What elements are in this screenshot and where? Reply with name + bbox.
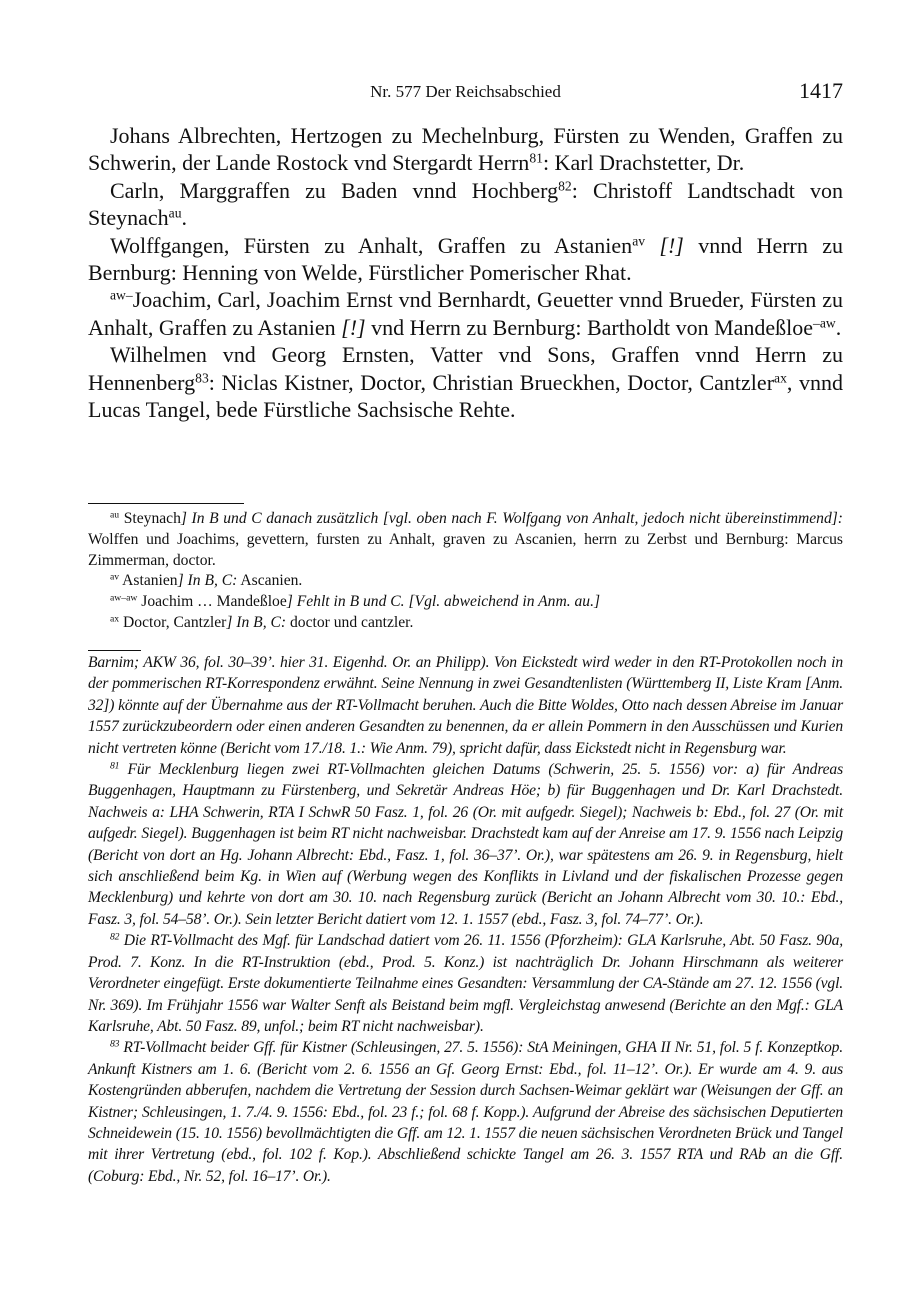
text-segment: vnnd Herrn zu Bernburg: Henning von Welde, Fürstlicher Pomerischer Rhat. [88, 232, 843, 286]
text-segment: [!] [341, 314, 366, 340]
note-marker: aw– [110, 287, 133, 303]
apparatus-entry [88, 509, 843, 571]
text-segment: ] In B, C: [177, 572, 238, 590]
apparatus-entry [88, 613, 843, 634]
page-header [88, 78, 843, 108]
footnote [88, 652, 843, 759]
text-segment: Wolffen und Joachims, gevettern, fursten zu Anhalt, graven zu Ascanien, herrn zu Zerbst und Bernburg: Marcus Zimmerman, doctor. [88, 530, 843, 569]
note-marker: 81 [110, 760, 120, 772]
text-segment: RT-Vollmacht beider Gff. für Kistner (Schleusingen, 27. 5. 1556): StA Meiningen, GHA II Nr. 51, fol. 5 f. Konzeptkop. Ankunft Kistners am 1. 6. (Bericht vom 2. 6. 1556 an Gf. Georg Ernst: Ebd., fol. 11–12’. Or.). Er wurde am 4. 9. aus Kostengründen abberufen, nachdem die Vertretung der Session durch Sachsen-Weimar geklärt war (Weisungen der Gff. an Kistner; Schleusingen, 1. 7./4. 9. 1556: Ebd., fol. 23 f.; fol. 68 f. Kopp.). Aufgrund der Abreise des sächsischen Deputierten Schneidewein (15. 10. 1556) bevollmächtigten die Gff. am 12. 1. 1557 die neuen sächsischen Verordneten Brück und Tangel mit ihrer Vertretung (ebd., fol. 102 f. Kop.). Abschließend schickte Tangel am 26. 3. 1557 RTA und RAb an die Gff. (Coburg: Ebd., Nr. 52, fol. 16–17’. Or.). [88, 1039, 843, 1185]
note-marker: au [110, 509, 120, 521]
text-segment: [!] [645, 232, 684, 258]
text-segment: Doctor, Cantzler [119, 613, 227, 631]
note-marker: 81 [529, 150, 543, 166]
footnote [88, 930, 843, 1037]
note-marker: –aw [813, 315, 836, 331]
text-segment: ] In B, C: [226, 613, 287, 631]
running-title: Nr. 577 Der Reichsabschied [370, 82, 561, 101]
footnotes [88, 652, 843, 1187]
note-marker: av [632, 233, 646, 249]
page-number: 1417 [799, 78, 843, 103]
text-segment: ] In B und C danach zusätzlich [vgl. oben nach F. Wolfgang von Anhalt, jedoch nicht übereinstimmend]: [180, 510, 843, 527]
note-marker: au [168, 205, 182, 221]
text-segment: : Niclas Kistner, Doctor, Christian Brueckhen, Doctor, Cantzler [208, 369, 775, 395]
apparatus-entry [88, 571, 843, 592]
note-marker: ax [110, 613, 120, 625]
text-segment: . [835, 314, 842, 340]
text-segment: Für Mecklenburg liegen zwei RT-Vollmachten gleichen Datums (Schwerin, 25. 5. 1556) vor: a) für Andreas Buggenhagen, Hauptmann zu Fürstenberg, und Sekretär Andreas Höe; b) für Buggenhagen und Dr. Karl Drachstedt. Nachweis a: LHA Schwerin, RTA I SchwR 50 Fasz. 1, fol. 26 (Or. mit aufgedr. Siegel); Nachweis b: Ebd., fol. 27 (Or. mit aufgedr. Siegel). Buggenhagen ist beim RT nicht nachweisbar. Drachstedt kam auf der Anreise am 17. 9. 1556 nach Leipzig (Bericht von dort an Hg. Johann Albrecht: Ebd., Fasz. 1, fol. 36–37’. Or.), war spätestens am 26. 9. in Regensburg, hielt sich anschließend beim Kg. in Wien auf (Werbung wegen des Konflikts in Livland und der fiskalischen Prozesse gegen Mecklenburg) und kehrte von dort am 30. 10. nach Regensburg zurück (Bericht an Johann Albrecht vom 30. 10.: Ebd., Fasz. 3, fol. 54–58’. Or.). Sein letzter Bericht datiert vom 12. 1. 1557 (ebd., Fasz. 3, fol. 74–77’. Or.). [88, 761, 843, 928]
apparatus-divider [88, 503, 244, 504]
text-segment: . [181, 205, 188, 231]
note-marker: 82 [110, 931, 120, 943]
text-segment: Wilhelmen vnd Georg Ernsten, Vatter vnd Sons, Graffen vnnd Herrn zu Hennenberg [88, 342, 843, 395]
text-segment: Die RT-Vollmacht des Mgf. für Landschad datiert vom 26. 11. 1556 (Pforzheim): GLA Karlsruhe, Abt. 50 Fasz. 90a, Prod. 7. Konz. In die RT-Instruktion (ebd., Prod. 5. Konz.) ist nachträglich Dr. Johann Hirschmann als weiterer Verordneter eingefügt. Erste dokumentierte Teilnahme eines Gesandten: Versammlung der CA-Stände am 27. 12. 1556 (vgl. Nr. 369). Im Frühjahr 1556 war Walter Senft als Beistand beim mgfl. Vergleichstag anwesend (Berichte an den Mgf.: GLA Karlsruhe, Abt. 50 Fasz. 89, unfol.; beim RT nicht nachweisbar). [88, 932, 843, 1035]
text-segment: Johans Albrechten, Hertzogen zu Mechelnburg, Fürsten zu Wenden, Graffen zu Schwerin, der Lande Rostock vnd Stergardt Herrn [88, 123, 843, 176]
text-segment: : Christoff Landtschadt von Steynach [88, 177, 844, 231]
main-paragraph [88, 286, 843, 341]
text-segment: Astanien [119, 572, 178, 590]
text-segment: Joachim … Mandeßloe [137, 593, 287, 611]
main-paragraph [88, 122, 843, 177]
footnote [88, 759, 843, 930]
main-paragraph [88, 177, 843, 232]
note-marker: av [110, 572, 120, 584]
footnote [88, 1037, 843, 1187]
notes-divider [88, 650, 141, 651]
text-segment: Joachim, Carl, Joachim Ernst vnd Bernhardt, Geuetter vnnd Brueder, Fürsten zu Anhalt, Graffen zu Astanien [88, 287, 843, 340]
main-paragraph [88, 232, 843, 287]
text-segment: Carln, Marggraffen zu Baden vnnd Hochberg [110, 177, 559, 203]
text-segment: , vnnd Lucas Tangel, bede Fürstliche Sachsische Rehte. [88, 369, 843, 423]
note-marker: 83 [110, 1039, 120, 1050]
text-segment: vnd Herrn zu Bernburg: Bartholdt von Mandeßloe [365, 314, 814, 340]
note-marker: 83 [195, 370, 209, 386]
text-segment: Ascanien. [237, 572, 303, 590]
text-segment: Barnim; AKW 36, fol. 30–39’. hier 31. Eigenhd. Or. an Philipp). Von Eickstedt wird weder in den RT-Protokollen noch in der pommerischen RT-Korrespondenz erwähnt. Seine Nennung in zwei Gesandtenlisten (Württemberg II, Liste Kram [Anm. 32]) könnte auf der Übernahme aus der RT-Vollmacht beruhen. Auch die Bitte Woldes, Otto nach dessen Abreise im Januar 1557 zurückzubeordern oder einen anderen Gesandten zu benennen, da er allein Pommern in den Ausschüssen und Kurien nicht vertreten könne (Bericht vom 17./18. 1.: Wie Anm. 79), spricht dafür, dass Eickstedt nicht in Regensburg war. [88, 654, 843, 757]
critical-apparatus [88, 509, 843, 634]
note-marker: ax [774, 370, 787, 386]
note-marker: 82 [558, 178, 572, 194]
note-marker: aw–aw [110, 592, 138, 604]
text-segment: Wolffgangen, Fürsten zu Anhalt, Graffen zu Astanien [110, 232, 633, 258]
text-segment: doctor und cantzler. [286, 613, 414, 631]
apparatus-entry [88, 592, 843, 613]
main-text [88, 122, 843, 423]
text-segment: : Karl Drachstetter, Dr. [542, 150, 745, 176]
main-paragraph [88, 341, 843, 423]
text-segment: ] Fehlt in B und C. [Vgl. abweichend in Anm. au.] [286, 593, 601, 611]
text-segment: Steynach [119, 510, 181, 527]
